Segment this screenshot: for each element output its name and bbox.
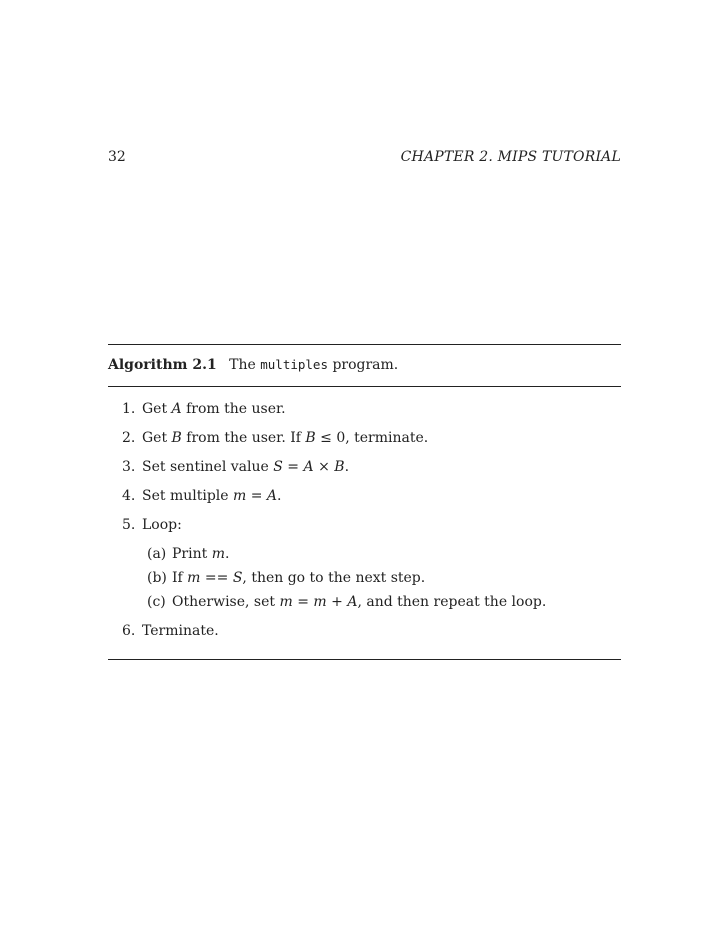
math-variable: m (187, 570, 201, 586)
step-text: Print (172, 546, 212, 562)
step-number: 6. (122, 623, 136, 639)
running-head: CHAPTER 2. MIPS TUTORIAL (400, 149, 621, 165)
math-variable: S (232, 570, 243, 586)
math-variable: B (305, 430, 316, 446)
program-name: multiples (260, 357, 328, 372)
step-text: Set sentinel value (142, 459, 274, 475)
step-number: 4. (122, 488, 136, 504)
step-text: Loop: (142, 517, 182, 533)
step-4 (122, 488, 282, 504)
step-text: from the user. If (181, 430, 306, 446)
step-3 (122, 459, 349, 475)
math-variable: S (273, 459, 283, 475)
math-variable: A (171, 401, 182, 417)
substep-a (147, 546, 229, 562)
math-variable: m (279, 594, 293, 610)
math-variable: A (303, 459, 314, 475)
step-number: 2. (122, 430, 136, 446)
step-text: ≤ 0, terminate. (315, 430, 429, 446)
step-text: × (313, 459, 335, 475)
step-text: = (292, 594, 314, 610)
step-6 (122, 623, 219, 639)
step-text: Terminate. (142, 623, 219, 639)
step-text: + (326, 594, 348, 610)
substep-b (147, 570, 425, 586)
step-text: from the user. (181, 401, 286, 417)
step-text: . (344, 459, 350, 475)
page-header (108, 149, 621, 169)
substep-label: (c) (147, 594, 166, 610)
step-number: 3. (122, 459, 136, 475)
substep-c (147, 594, 546, 610)
substep-label: (b) (147, 570, 167, 586)
step-text: Get (142, 401, 172, 417)
algorithm-caption-rule (108, 386, 621, 387)
math-variable: m (211, 546, 225, 562)
step-text: Otherwise, set (172, 594, 280, 610)
math-variable: m (313, 594, 327, 610)
algorithm-top-rule (108, 344, 621, 345)
step-5 (122, 517, 182, 533)
step-text: = (282, 459, 304, 475)
substep-label: (a) (147, 546, 167, 562)
step-text: , and then repeat the loop. (357, 594, 547, 610)
step-text: Get (142, 430, 172, 446)
step-text: , then go to the next step. (242, 570, 426, 586)
step-number: 5. (122, 517, 136, 533)
math-variable: m (233, 488, 247, 504)
step-text: == (200, 570, 233, 586)
algorithm-label: Algorithm 2.1 (108, 357, 217, 373)
caption-suffix: program. (332, 357, 399, 373)
step-text: = (246, 488, 267, 504)
math-variable: A (347, 594, 358, 610)
caption-prefix: The (229, 357, 256, 373)
step-text: . (277, 488, 282, 504)
step-text: If (172, 570, 188, 586)
math-variable: A (266, 488, 278, 504)
step-number: 1. (122, 401, 136, 417)
step-text: Set multiple (142, 488, 233, 504)
algorithm-caption (108, 357, 398, 373)
math-variable: B (171, 430, 182, 446)
algorithm-bottom-rule (108, 659, 621, 660)
step-text: . (224, 546, 230, 562)
math-variable: B (334, 459, 345, 475)
page-number: 32 (108, 149, 126, 165)
step-1 (122, 401, 286, 417)
step-2 (122, 430, 428, 446)
